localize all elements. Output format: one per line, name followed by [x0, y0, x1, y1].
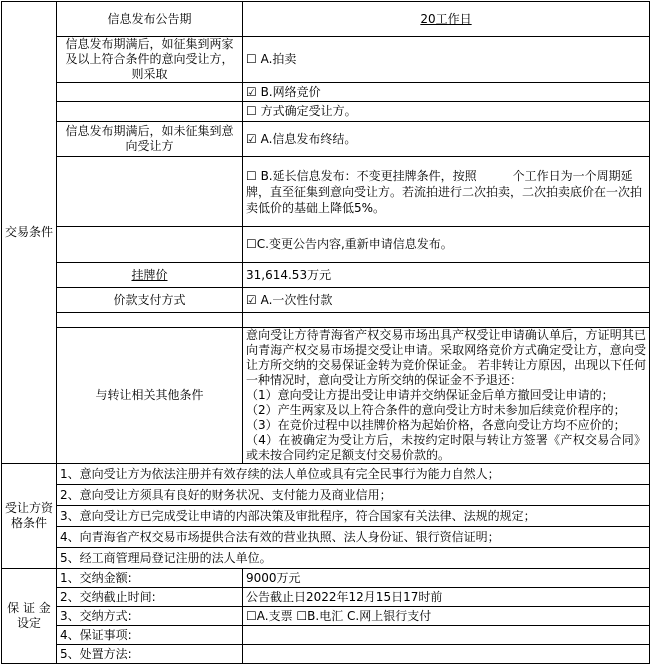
deposit-method-value: ☐A.支票 ☐B.电汇 C.网上银行支付 — [243, 607, 650, 626]
row-deposit-matters — [2, 626, 650, 645]
row-deposit-deadline — [2, 588, 650, 607]
blank-cell — [243, 313, 650, 328]
online-option: ☑ B.网络竞价 — [243, 83, 650, 102]
row-end — [2, 122, 650, 157]
other-conditions-line: （2）产生两家及以上符合条件的意向受让方时未参加后续竞价程序的； — [246, 403, 626, 417]
after-none-label: 信息发布期满后，如未征集到意向受让方 — [57, 122, 243, 157]
row-online — [2, 83, 650, 102]
row-period — [2, 2, 650, 37]
other-conditions-line: （3）在竞价过程中以挂牌价格为起始价格，各意向受让方均不应价的； — [246, 418, 626, 432]
transfer-conditions-table — [1, 1, 650, 664]
other-conditions-line: （1）意向受让方提出受让申请并交纳保证金后单方撤回受让申请的； — [246, 388, 614, 402]
payment-value: ☑ A.一次性付款 — [243, 288, 650, 313]
price-label — [57, 263, 243, 288]
row-qualification-3 — [2, 506, 650, 527]
price-label-text: 挂牌价 — [131, 267, 168, 282]
blank-cell — [57, 313, 243, 328]
deposit-matters-value — [243, 626, 650, 645]
blank-cell — [57, 157, 243, 227]
row-extend — [2, 157, 650, 227]
deposit-disposal-value — [243, 645, 650, 664]
period-label: 信息发布公告期 — [57, 2, 243, 37]
deposit-amount-value: 9000万元 — [243, 569, 650, 588]
extend-option — [243, 157, 650, 227]
qualification-item: 5、经工商管理局登记注册的法人单位。 — [57, 548, 650, 569]
end-option: ☑ A.信息发布终结。 — [243, 122, 650, 157]
blank-cell — [57, 227, 243, 263]
row-deposit-disposal — [2, 645, 650, 664]
extend-option-text-a: ☐ B.延长信息发布：不变更挂牌条件，按照 — [246, 168, 477, 183]
deposit-deadline-label: 2、交纳截止时间: — [57, 588, 243, 607]
auction-option: ☐ A.拍卖 — [243, 37, 650, 83]
other-conditions-line: 意向受让方待青海省产权交易市场出具产权受让申请确认单后，方证明其已向青海产权交易市场提交受让申请。采取网络竞价方式确定受让方，意向受让方所交纳的交易保证金转为竞价保证金。 若非转让方原因，出现以下任何一种情况时，意向受让方所交纳的保证金不予退还： — [246, 328, 646, 387]
extend-option-text-b: 个工作日为一个周期延牌，直至征集到意向受让方。若流拍进行二次拍卖，二次拍卖底价在一次拍卖低价的基础上降低5%。 — [246, 168, 643, 215]
row-qualification-4 — [2, 527, 650, 548]
period-value — [243, 2, 650, 37]
qualification-item: 2、意向受让方须具有良好的财务状况、支付能力及商业信用； — [57, 485, 650, 506]
blank-cell — [57, 83, 243, 102]
qualification-item: 3、意向受让方已完成受让申请的内部决策及审批程序，符合国家有关法律、法规的规定； — [57, 506, 650, 527]
row-other-method — [2, 102, 650, 122]
deposit-disposal-label: 5、处置方法: — [57, 645, 243, 664]
row-deposit-amount — [2, 569, 650, 588]
deposit-matters-label: 4、保证事项: — [57, 626, 243, 645]
row-auction — [2, 37, 650, 83]
qualification-item: 4、向青海省产权交易市场提供合法有效的营业执照、法人身份证、银行资信证明； — [57, 527, 650, 548]
row-qualification-2 — [2, 485, 650, 506]
deposit-section-label: 保 证 金设定 — [2, 569, 57, 664]
deposit-deadline-value: 公告截止日2022年12月15日17时前 — [243, 588, 650, 607]
row-price — [2, 263, 650, 288]
row-qualification-5 — [2, 548, 650, 569]
blank-cell — [57, 102, 243, 122]
deposit-amount-label: 1、交纳金额: — [57, 569, 243, 588]
row-deposit-method — [2, 607, 650, 626]
change-option: ☐C.变更公告内容,重新申请信息发布。 — [243, 227, 650, 263]
row-spacer — [2, 313, 650, 328]
row-change — [2, 227, 650, 263]
period-value-text: 20工作日 — [420, 11, 472, 26]
row-payment — [2, 288, 650, 313]
other-method-option: ☐ 方式确定受让方。 — [243, 102, 650, 122]
other-conditions-text — [243, 328, 650, 464]
other-conditions-label: 与转让相关其他条件 — [57, 328, 243, 464]
other-conditions-line: （4）在被确定为受让方后，未按约定时限与转让方签署《产权交易合同》或未按合同约定足额支付交易价款的。 — [246, 433, 646, 462]
deposit-method-label: 3、交纳方式: — [57, 607, 243, 626]
price-value: 31,614.53万元 — [243, 263, 650, 288]
row-qualification-1 — [2, 464, 650, 485]
trade-section-label: 交易条件 — [2, 2, 57, 464]
row-other-conditions — [2, 328, 650, 464]
qualification-item: 1、意向受让方为依法注册并有效存续的法人单位或具有完全民事行为能力自然人； — [57, 464, 650, 485]
after-two-label: 信息发布期满后，如征集到两家及以上符合条件的意向受让方，则采取 — [57, 37, 243, 83]
qualification-section-label: 受让方资格条件 — [2, 464, 57, 569]
payment-label: 价款支付方式 — [57, 288, 243, 313]
